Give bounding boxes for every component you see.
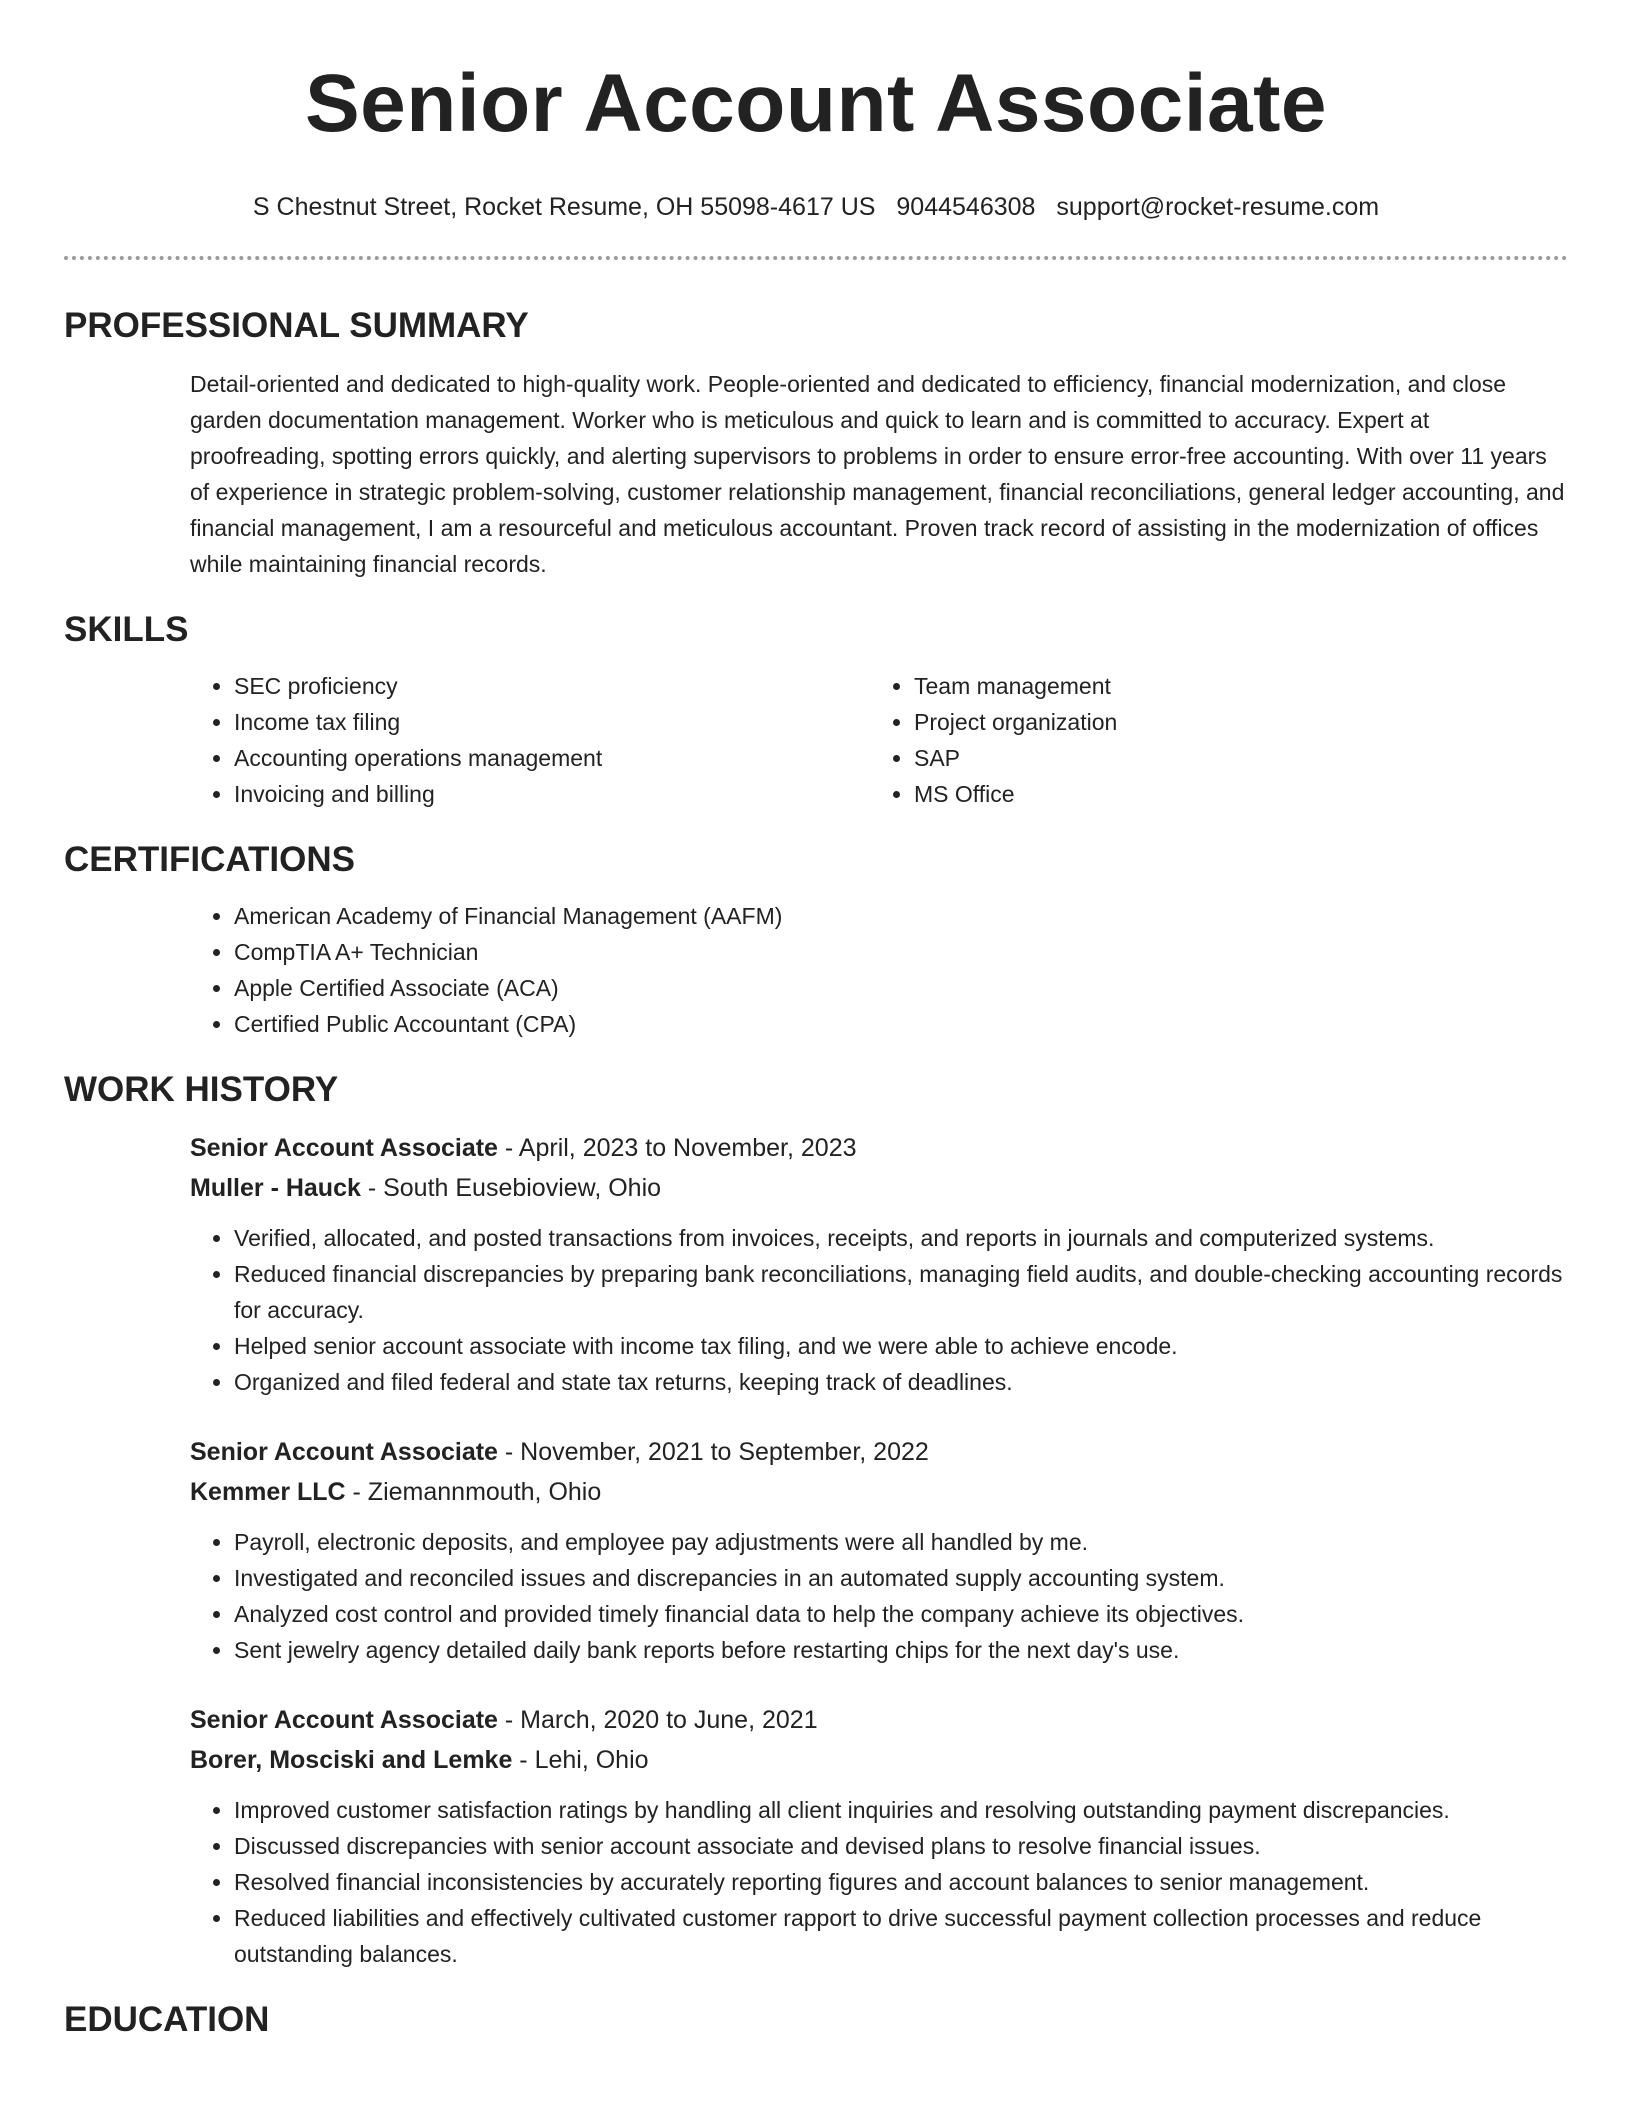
job-bullet: • Verified, allocated, and posted transactions from invoices, receipts, and reports in journals and computerized systems. — [234, 1220, 1568, 1256]
job-entry — [64, 1128, 1568, 1400]
job-bullet: • Investigated and reconciled issues and discrepancies in an automated supply accounting system. — [234, 1560, 1568, 1596]
summary-body — [64, 366, 1568, 582]
job-bullet: • Analyzed cost control and provided timely financial data to help the company achieve its objectives. — [234, 1596, 1568, 1632]
job-employer-line — [190, 1168, 1568, 1208]
job-title-line — [190, 1128, 1568, 1168]
job-bullet: • Reduced liabilities and effectively cultivated customer rapport to drive successful payment collection processes and reduce outstanding balances. — [234, 1900, 1568, 1972]
skill-item: • Project organization — [914, 704, 1550, 740]
job-bullets — [190, 1792, 1568, 1972]
job-bullet: • Improved customer satisfaction ratings by handling all client inquiries and resolving outstanding payment discrepancies. — [234, 1792, 1568, 1828]
skills-title: SKILLS — [64, 610, 189, 649]
job-entry — [64, 1700, 1568, 1972]
certifications-list — [190, 898, 1568, 1042]
job-location: - Lehi, Ohio — [512, 1746, 649, 1774]
job-bullet: • Payroll, electronic deposits, and employee pay adjustments were all handled by me. — [234, 1524, 1568, 1560]
job-employer: Borer, Mosciski and Lemke — [190, 1746, 513, 1774]
skill-item: • Income tax filing — [234, 704, 870, 740]
certification-item: • American Academy of Financial Management (AAFM) — [234, 898, 1568, 934]
work-title: WORK HISTORY — [64, 1070, 339, 1109]
skills-column-right — [870, 668, 1550, 812]
job-title-line — [190, 1432, 1568, 1472]
job-entry — [64, 1432, 1568, 1668]
education-title: EDUCATION — [64, 2000, 270, 2039]
skill-item: • Invoicing and billing — [234, 776, 870, 812]
job-role: Senior Account Associate — [190, 1706, 498, 1734]
job-bullet: • Helped senior account associate with income tax filing, and we were able to achieve encode. — [234, 1328, 1568, 1364]
contact-email: support@rocket-resume.com — [1056, 193, 1380, 221]
job-bullet: • Organized and filed federal and state tax returns, keeping track of deadlines. — [234, 1364, 1568, 1400]
job-bullet: • Sent jewelry agency detailed daily bank reports before restarting chips for the next day's use. — [234, 1632, 1568, 1668]
certifications-section — [64, 838, 1568, 1042]
summary-section — [64, 304, 1568, 582]
certification-item: • CompTIA A+ Technician — [234, 934, 1568, 970]
skills-column-left — [190, 668, 870, 812]
summary-text: Detail-oriented and dedicated to high-quality work. People-oriented and dedicated to efficiency, financial modernization, and close garden documentation management. Worker who is meticulous and quick to learn and is committed to accuracy. Expert at proofreading, spotting errors quickly, and alerting supervisors to problems in order to ensure error-free accounting. With over 11 years of experience in strategic problem-solving, customer relationship management, financial reconciliations, general ledger accounting, and financial management, I am a resourceful and meticulous accountant. Proven track record of assisting in the modernization of offices while maintaining financial records. — [190, 371, 1565, 577]
skills-body — [64, 668, 1568, 812]
candidate-name: Senior Account Associate — [304, 58, 1328, 149]
job-employer: Kemmer LLC — [190, 1478, 346, 1506]
certification-item: • Certified Public Accountant (CPA) — [234, 1006, 1568, 1042]
job-employer-line — [190, 1740, 1568, 1780]
job-title-line — [190, 1700, 1568, 1740]
skills-section — [64, 608, 1568, 812]
certification-item: • Apple Certified Associate (ACA) — [234, 970, 1568, 1006]
job-location: - Ziemannmouth, Ohio — [345, 1478, 602, 1506]
job-role: Senior Account Associate — [190, 1134, 498, 1162]
job-location: - South Eusebioview, Ohio — [360, 1174, 662, 1202]
skill-item: • MS Office — [914, 776, 1550, 812]
job-dates: - March, 2020 to June, 2021 — [497, 1706, 818, 1734]
contact-phone: 9044546308 — [896, 193, 1036, 221]
certifications-body — [64, 898, 1568, 1042]
summary-title: PROFESSIONAL SUMMARY — [64, 306, 529, 345]
skills-list-left — [190, 668, 870, 812]
resume-header — [64, 0, 1568, 222]
education-section — [64, 1998, 1568, 2042]
job-bullet: • Resolved financial inconsistencies by accurately reporting figures and account balances to senior management. — [234, 1864, 1568, 1900]
job-bullets — [190, 1524, 1568, 1668]
skill-item: • Accounting operations management — [234, 740, 870, 776]
job-bullet: • Reduced financial discrepancies by preparing bank reconciliations, managing field audits, and double-checking accounting records for accuracy. — [234, 1256, 1568, 1328]
job-employer-line — [190, 1472, 1568, 1512]
skill-item: • SAP — [914, 740, 1550, 776]
job-bullet: • Discussed discrepancies with senior account associate and devised plans to resolve financial issues. — [234, 1828, 1568, 1864]
certifications-title: CERTIFICATIONS — [64, 840, 356, 879]
skill-item: • Team management — [914, 668, 1550, 704]
contact-address: S Chestnut Street, Rocket Resume, OH 55098-4617 US — [252, 193, 876, 221]
job-employer: Muller - Hauck — [190, 1174, 361, 1202]
skill-item: • SEC proficiency — [234, 668, 870, 704]
job-dates: - April, 2023 to November, 2023 — [497, 1134, 857, 1162]
job-dates: - November, 2021 to September, 2022 — [497, 1438, 929, 1466]
contact-line — [64, 192, 1568, 222]
work-section — [64, 1068, 1568, 1972]
skills-list-right — [870, 668, 1550, 812]
header-divider — [64, 256, 1568, 260]
skills-grid — [190, 668, 1568, 812]
job-role: Senior Account Associate — [190, 1438, 498, 1466]
job-bullets — [190, 1220, 1568, 1400]
